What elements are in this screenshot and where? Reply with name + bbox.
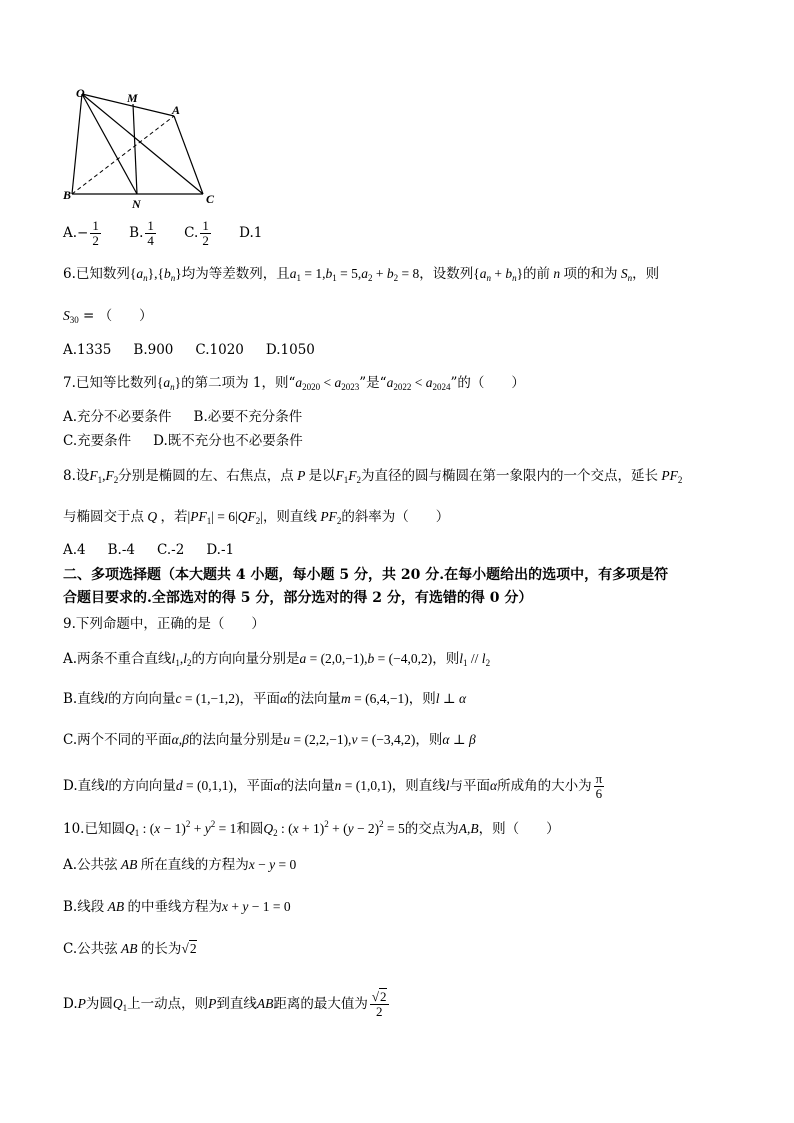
q6-option-c: C.1020 bbox=[195, 342, 244, 358]
q9-stem: 9.下列命题中，正确的是（ ） bbox=[63, 616, 265, 632]
q7-option-c: C.充要条件 bbox=[63, 433, 132, 449]
q9-option-c: C.两个不同的平面α,β的法向量分别是u = (2,2,−1),v = (−3,4,2)，则α ⊥ β bbox=[63, 732, 476, 748]
q8-stem-line1: 8.设$F_1,F_2$分别是椭圆的左、右焦点，点 P 是以$F_1F_2$为直径的圆与椭圆在第一象限内的一个交点，延长 $PF_2$ bbox=[63, 468, 683, 485]
label-B: B bbox=[63, 188, 72, 202]
q6-option-a: A.1335 bbox=[63, 342, 112, 358]
q8-option-d: D.-1 bbox=[206, 542, 235, 558]
q10-option-d: D.P为圆$Q_1$上一动点，则P到直线AB距离的最大值为 $\frac{√2}{2}$ bbox=[63, 989, 387, 1019]
q5-options bbox=[63, 219, 284, 248]
label-N: N bbox=[132, 197, 141, 210]
q7-option-d: D.既不充分也不必要条件 bbox=[153, 433, 303, 449]
q8-option-b: B.-4 bbox=[107, 542, 136, 558]
q9-option-a: A.两条不重合直线$l_1,l_2$的方向向量分别是a = (2,0,−1),b = (−4,0,2)，则$l_1 // l_2$ bbox=[63, 651, 491, 668]
q5-option-b: B. $\frac{1}{4}$ bbox=[129, 218, 154, 248]
q8-stem-line2: 与椭圆交于点 Q ，若$|PF_1| = 6|QF_2|$，则直线 $PF_2$的斜率为（ ） bbox=[63, 509, 450, 526]
q7-option-b: B.必要不充分条件 bbox=[193, 409, 303, 425]
section2-heading-line2: 合题目要求的.全部选对的得 5 分，部分选对的得 2 分，有选错的得 0 分） bbox=[63, 590, 533, 606]
label-O: O bbox=[76, 86, 85, 100]
label-A: A bbox=[172, 103, 181, 117]
q6-option-b: B.900 bbox=[133, 342, 174, 358]
q5-option-a: A.− $\frac{1}{2}$ bbox=[63, 218, 99, 248]
label-C: C bbox=[206, 192, 215, 206]
q10-option-b: B.线段 AB 的中垂线方程为x + y − 1 = 0 bbox=[63, 899, 291, 915]
q7-stem: 7.已知等比数列$\{a_n\}$的第二项为 1，则“$a_{2020} < a_{2023}$”是“$a_{2022} < a_{2024}$”的（ ） bbox=[63, 375, 525, 392]
q5-option-d: D.1 bbox=[239, 225, 263, 241]
q6-options bbox=[63, 341, 337, 359]
quadrilateral-figure bbox=[60, 84, 220, 210]
label-M: M bbox=[127, 91, 138, 105]
q6-blank: $S_{30}$ = （ ） bbox=[63, 308, 153, 325]
q10-option-c: C.公共弦 AB 的长为√2 bbox=[63, 941, 197, 957]
q10-stem: 10.已知圆$Q_1$ : $(x - 1)^2 + y^2 = 1$和圆$Q_2$ : $(x + 1)^2 + (y - 2)^2 = 5$的交点为A,B，则（ ） bbox=[63, 819, 560, 838]
q5-option-c: C. $\frac{1}{2}$ bbox=[184, 218, 209, 248]
q7-option-a: A.充分不必要条件 bbox=[63, 409, 172, 425]
q7-options-row1 bbox=[63, 408, 324, 426]
q8-options bbox=[63, 541, 256, 559]
q8-option-a: A.4 bbox=[63, 542, 86, 558]
q10-option-a: A.公共弦 AB 所在直线的方程为x − y = 0 bbox=[63, 857, 297, 873]
section2-heading-line1: 二、多项选择题（本大题共 4 小题，每小题 5 分，共 20 分.在每小题给出的选项中，有多项是符 bbox=[63, 567, 669, 583]
q6-option-d: D.1050 bbox=[265, 342, 315, 358]
q9-option-b: B.直线l的方向向量c = (1,−1,2)，平面α的法向量m = (6,4,−1)，则l ⊥ α bbox=[63, 691, 467, 707]
q7-options-row2 bbox=[63, 432, 325, 450]
q9-option-d: D.直线l的方向向量d = (0,1,1)，平面α的法向量n = (1,0,1)，则直线l与平面α所成角的大小为 $\frac{\pi}{6}$ bbox=[63, 771, 603, 801]
q6-stem: 6.已知数列$\{a_n\},\{b_n\}$均为等差数列，且$a_1 = 1,b_1 = 5,a_2 + b_2 = 8$，设数列$\{a_n + b_n\}$的前 n 项的和为 $S_n$，则 bbox=[63, 266, 660, 283]
q8-option-c: C.-2 bbox=[157, 542, 185, 558]
